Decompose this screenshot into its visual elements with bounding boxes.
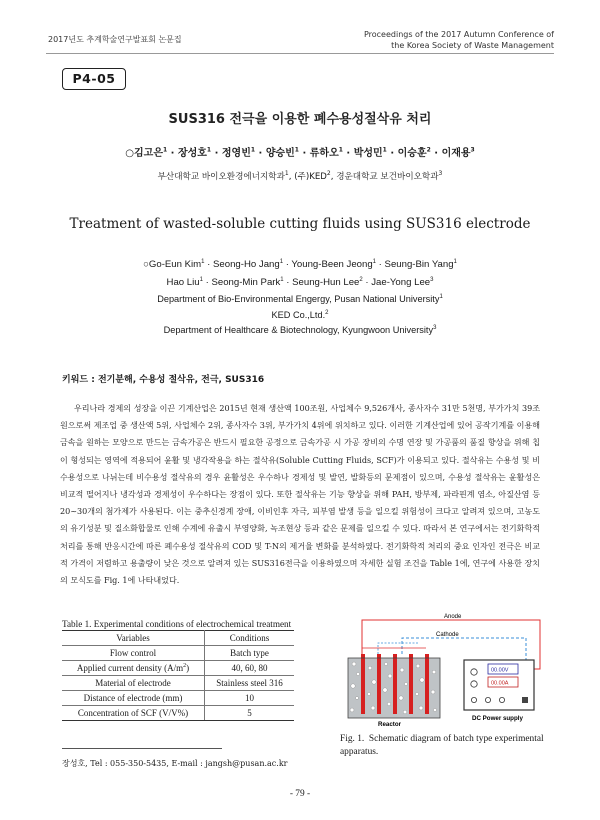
author-name-sup: 1 — [382, 146, 387, 154]
author-name-sup: 1 — [206, 146, 212, 154]
author-name-sup: 3 — [430, 276, 434, 283]
author-name: Hao Liu — [166, 277, 200, 288]
footnote-rule — [62, 748, 222, 749]
figure-caption-label: Fig. 1. — [340, 734, 365, 744]
header-rule — [46, 53, 554, 54]
author-name: Seung-Bin Yang — [384, 259, 454, 270]
variable-suffix: ) — [186, 663, 190, 673]
paper-code: P4-05 — [62, 68, 126, 90]
author-name: Young-Been Jeong — [291, 259, 373, 270]
author-name-sup: 2 — [426, 146, 431, 154]
affiliation-sup: 2 — [325, 309, 329, 316]
table-row — [62, 676, 294, 691]
conditions-table — [62, 630, 294, 721]
electrode — [361, 654, 365, 714]
author-name-sup: 1 — [199, 276, 203, 283]
apparatus-diagram — [340, 612, 550, 728]
author-name: Jae-Yong Lee — [371, 277, 431, 288]
figure-caption-text: Schematic diagram of batch type experimental apparatus. — [340, 734, 544, 757]
english-title: Treatment of wasted-soluble cutting fluids using SUS316 electrode — [69, 216, 531, 232]
table-header-row — [62, 631, 294, 646]
author-name-sup: 1 — [250, 146, 256, 154]
table-row — [62, 691, 294, 706]
table-cell-condition: Batch type — [205, 646, 295, 661]
table-cell-variable: Distance of electrode (mm) — [62, 691, 205, 706]
anode-bus — [362, 648, 426, 654]
author-name-sup: 2 — [359, 276, 363, 283]
affiliation-line — [0, 323, 600, 339]
table-header-variables: Variables — [62, 631, 205, 646]
table-cell-variable — [62, 661, 205, 676]
presenter-mark: ○ — [143, 259, 149, 270]
affiliation: 부산대학교 바이오환경에너지학과 — [157, 172, 285, 182]
author-name-sup: 1 — [372, 258, 377, 265]
affiliation-line — [0, 292, 600, 308]
affiliation: 경운대학교 보건바이오학과 — [336, 172, 439, 182]
header-right-line1: Proceedings of the 2017 Autumn Conference of — [363, 30, 554, 39]
header-right-line2: the Korea Society of Waste Management — [391, 41, 554, 50]
variable-text: Applied current density (A/m — [76, 663, 184, 673]
footnote: 장성호, Tel : 055-350-5435, E-mail : jangsh@pusan.ac.kr — [62, 759, 288, 768]
author-name: 이재용 — [441, 148, 471, 159]
author-name-sup: 1 — [280, 276, 284, 283]
author-name: 장성호 — [177, 148, 207, 159]
current-readout: 00.00A — [491, 680, 509, 687]
reactor — [348, 654, 440, 718]
author-name-sup: 1 — [453, 258, 457, 265]
author-name-sup: 3 — [470, 146, 475, 154]
anode-label: Anode — [444, 614, 462, 620]
cathode-bus — [378, 643, 418, 654]
cathode-label: Cathode — [436, 632, 459, 638]
author-name: 류하오 — [309, 148, 339, 159]
body-paragraph: 우리나라 경제의 성장을 이끈 기계산업은 2015년 현재 생산액 100조원, 사업체수 9,526개사, 종사자수 31만 5천명, 부가가치 39조원으로써 제조업 중 생산액 5위, 사업체수 2위, 종사자수 3위, 부가가치 4위에 위치하고 있다. 이러한 기계산업에 있어 공작기계를 이용해 금속을 원하는 모양으로 만드는 금속가공은 반드시 필요한 공정으로 금속가공 시 가공 장비의 수명 연장 및 가공품의 품질 향상을 위해 칩이 형성되는 영역에 적용되어 윤활 및 냉각작용을 하는 절삭유(Soluble Cutting Fluids, SCF)가 이용되고 있다. 절삭유는 수용성 및 비수용성으로 나뉘는데 비수용성 절삭유의 경우 윤활성은 우수하나 경제성 및 발연, 발화등의 문제점이 있으며, 수용성 절삭유는 윤활성은 비교적 떨어지나 냉각성과 경제성이 우수하다는 장점이 있다. 또한 절삭유는 기능 향상을 위해 PAH, 방부제, 파라핀계 염소, 아질산염 등 20~30개의 첨가제가 사용된다. 이는 중추신경계 장애, 이비인후 자극, 피부염 발생 등을 일으킬 위험성이 크다고 알려져 있으며, 고농도의 유기성분 및 질소화합물로 인해 수계에 유출시 부영양화, 녹조현상 등과 같은 문제를 일으킬 수 있다. 따라서 본 연구에서는 전기화학적 처리를 통해 반응시간에 따른 폐수용성 절삭유의 COD 및 T-N의 제거율 변화를 분석하였다. 전기화학적 처리의 중요 인자인 전극은 비교적 가격이 저렴하고 용출량이 낮은 것으로 알려져 있는 SUS316전극을 이용하였으며 자세한 실험 조건을 Table 1에, 연구에 사용한 장치의 모식도를 Fig. 1에 나타내었다. — [60, 404, 540, 586]
figure-caption — [340, 733, 550, 759]
table-cell-variable: Flow control — [62, 646, 205, 661]
table-cell-condition: 40, 60, 80 — [205, 661, 295, 676]
table-header-conditions: Conditions — [205, 631, 295, 646]
table-row — [62, 661, 294, 676]
variable-sup: 2 — [183, 663, 187, 669]
affiliation-sup: 1 — [439, 293, 443, 300]
author-name: 정영빈 — [221, 148, 251, 159]
english-affiliations — [0, 292, 600, 339]
electrode — [409, 654, 413, 714]
korean-affiliations: 부산대학교 바이오환경에너지학과$^1$, (주)KED$^2$, 경운대학교 보건바이오학과$^3$ — [157, 170, 443, 182]
author-name-sup: 1 — [162, 146, 168, 154]
power-switch-icon — [522, 697, 528, 703]
author-name-sup: 1 — [201, 258, 205, 265]
keywords: 키워드 : 전기분해, 수용성 절삭유, 전극, SUS316 — [62, 375, 265, 385]
electrode — [377, 654, 381, 714]
english-authors-line2: Hao Liu$^1$ · Seong-Min Park$^1$ · Seung-Hun Lee$^2$ · Jae-Yong Lee$^3$ — [166, 276, 434, 288]
dc-power-supply — [464, 660, 534, 710]
voltage-readout: 00.00V — [491, 667, 509, 674]
author-name: Go-Eun Kim — [148, 259, 202, 270]
affiliation: (주)KED — [294, 172, 327, 182]
table-cell-variable: Concentration of SCF (V/V%) — [62, 706, 205, 721]
electrode — [425, 654, 429, 714]
affiliation-sup: 2 — [326, 170, 331, 178]
english-authors-line1: ○Go-Eun Kim$^1$ · Seong-Ho Jang$^1$ · Young-Been Jeong$^1$ · Seung-Bin Yang$^1$ — [143, 258, 457, 270]
affiliation-sup: 1 — [284, 170, 289, 178]
author-name: Seong-Min Park — [211, 277, 281, 288]
table-caption: Table 1. Experimental conditions of electrochemical treatment — [62, 619, 292, 629]
header-right — [364, 29, 554, 51]
reactor-label: Reactor — [378, 721, 402, 728]
korean-authors: ○김고은$^1$ · 장성호$^1$ · 정영빈$^1$ · 양승빈$^1$ · 류하오$^1$ · 박성민$^1$ · 이승훈$^2$ · 이재용$^3$ — [125, 146, 475, 159]
table-row — [62, 646, 294, 661]
table-cell-condition: 5 — [205, 706, 295, 721]
affiliation-sup: 3 — [433, 324, 437, 331]
electrode — [393, 654, 397, 714]
author-name-sup: 1 — [279, 258, 284, 265]
table-cell-variable: Material of electrode — [62, 676, 205, 691]
author-name-sup: 1 — [338, 146, 343, 154]
table-row — [62, 706, 294, 721]
presenter-mark: ○ — [125, 148, 134, 159]
author-name: 양승빈 — [265, 148, 295, 159]
page-number: - 79 - — [289, 789, 311, 799]
table-cell-condition: Stainless steel 316 — [205, 676, 295, 691]
affiliation: KED Co.,Ltd. — [271, 309, 326, 320]
author-name: 이승훈 — [397, 148, 427, 159]
affiliation-line — [0, 308, 600, 324]
affiliation: Department of Bio-Environmental Engergy, Pusan National University — [157, 294, 440, 304]
english-authors — [0, 256, 600, 292]
korean-title: SUS316 전극을 이용한 폐수용성절삭유 처리 — [168, 112, 432, 127]
power-supply-label: DC Power supply — [472, 715, 523, 722]
author-name: Seong-Ho Jang — [213, 259, 280, 270]
header-left: 2017년도 추계학술연구발표회 논문집 — [48, 35, 182, 44]
table-cell-condition: 10 — [205, 691, 295, 706]
affiliation: Department of Healthcare & Biotechnology, Kyungwoon University — [163, 325, 434, 335]
author-name: Seung-Hun Lee — [292, 277, 360, 288]
author-name-sup: 1 — [294, 146, 299, 154]
author-name: 박성민 — [353, 148, 383, 159]
author-name: 김고은 — [134, 148, 163, 159]
affiliation-sup: 3 — [438, 170, 443, 178]
